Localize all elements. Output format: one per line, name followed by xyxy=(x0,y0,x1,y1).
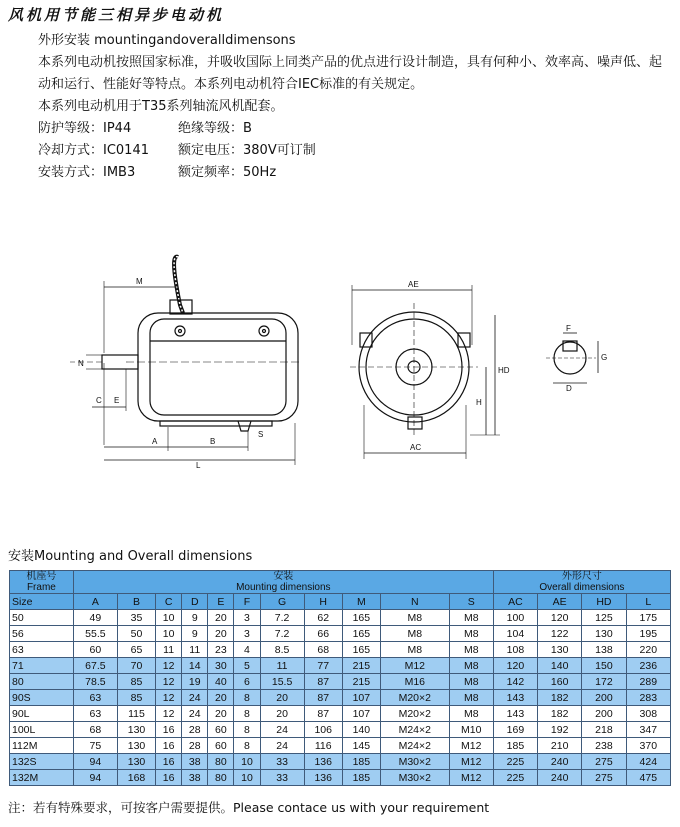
label-s: S xyxy=(258,430,264,439)
table-cell: 143 xyxy=(493,706,537,722)
label-ae: AE xyxy=(408,280,419,289)
table-cell: 33 xyxy=(260,770,304,786)
table-cell: 94 xyxy=(73,770,117,786)
table-cell: M12 xyxy=(380,658,449,674)
table-cell: M12 xyxy=(449,738,493,754)
label-n: N xyxy=(78,359,84,368)
header-mounting: 安装 Mounting dimensions xyxy=(73,571,493,594)
column-header: AE xyxy=(538,594,582,610)
table-cell: 145 xyxy=(342,738,380,754)
table-cell: M30×2 xyxy=(380,770,449,786)
table-cell: 130 xyxy=(538,642,582,658)
label-b: B xyxy=(210,437,216,446)
table-cell: 65 xyxy=(117,642,155,658)
table-row xyxy=(10,674,671,690)
table-cell: 125 xyxy=(582,610,626,626)
table-cell: 160 xyxy=(538,674,582,690)
spec-cooling: 冷却方式：IC0141 xyxy=(38,143,149,158)
table-cell: 55.5 xyxy=(73,626,117,642)
table-cell: M30×2 xyxy=(380,754,449,770)
table-cell: 38 xyxy=(182,754,208,770)
table-cell: 63 xyxy=(73,690,117,706)
table-cell: 200 xyxy=(582,690,626,706)
table-cell: M8 xyxy=(449,674,493,690)
table-cell: 20 xyxy=(260,706,304,722)
table-cell: 8 xyxy=(234,706,260,722)
spec-insulation: 绝缘等级：B xyxy=(178,121,252,136)
table-cell: 40 xyxy=(208,674,234,690)
column-header: M xyxy=(342,594,380,610)
table-cell: M10 xyxy=(449,722,493,738)
table-cell: 66 xyxy=(304,626,342,642)
table-column-header-row xyxy=(10,594,671,610)
frame-size-cell: 100L xyxy=(10,722,74,738)
table-cell: 143 xyxy=(493,690,537,706)
table-cell: 115 xyxy=(117,706,155,722)
table-cell: 15.5 xyxy=(260,674,304,690)
table-cell: 20 xyxy=(208,610,234,626)
spec-voltage: 额定电压：380V可订制 xyxy=(178,143,316,158)
table-cell: 140 xyxy=(342,722,380,738)
table-cell: 85 xyxy=(117,690,155,706)
table-cell: 24 xyxy=(182,706,208,722)
table-cell: 3 xyxy=(234,626,260,642)
column-header: B xyxy=(117,594,155,610)
spec-row xyxy=(10,118,672,140)
table-cell: 165 xyxy=(342,642,380,658)
table-cell: 116 xyxy=(304,738,342,754)
table-cell: 6 xyxy=(234,674,260,690)
table-cell: M8 xyxy=(449,610,493,626)
table-cell: 10 xyxy=(234,754,260,770)
table-row xyxy=(10,706,671,722)
table-cell: 24 xyxy=(260,722,304,738)
table-cell: 142 xyxy=(493,674,537,690)
table-cell: 238 xyxy=(582,738,626,754)
table-cell: 12 xyxy=(156,706,182,722)
table-cell: 185 xyxy=(493,738,537,754)
table-cell: 20 xyxy=(260,690,304,706)
spec-row xyxy=(10,140,672,162)
table-cell: 175 xyxy=(626,610,670,626)
table-cell: 70 xyxy=(117,658,155,674)
column-header: L xyxy=(626,594,670,610)
table-cell: 9 xyxy=(182,610,208,626)
table-cell: 62 xyxy=(304,610,342,626)
table-cell: 108 xyxy=(493,642,537,658)
table-cell: 16 xyxy=(156,770,182,786)
table-cell: 130 xyxy=(117,738,155,754)
table-cell: 75 xyxy=(73,738,117,754)
table-cell: 20 xyxy=(208,690,234,706)
side-view-drawing xyxy=(70,257,300,465)
label-m: M xyxy=(136,277,143,286)
label-f: F xyxy=(566,324,571,333)
table-body xyxy=(10,610,671,786)
frame-size-cell: 132S xyxy=(10,754,74,770)
header-overall: 外形尺寸 Overall dimensions xyxy=(493,571,670,594)
table-cell: M8 xyxy=(449,626,493,642)
table-cell: 12 xyxy=(156,658,182,674)
table-cell: 7.2 xyxy=(260,610,304,626)
table-cell: 12 xyxy=(156,690,182,706)
table-cell: 220 xyxy=(626,642,670,658)
table-cell: M8 xyxy=(449,642,493,658)
table-cell: 7.2 xyxy=(260,626,304,642)
table-cell: 8.5 xyxy=(260,642,304,658)
table-cell: 275 xyxy=(582,770,626,786)
label-a: A xyxy=(152,437,158,446)
table-cell: 275 xyxy=(582,754,626,770)
table-cell: 16 xyxy=(156,722,182,738)
table-cell: 104 xyxy=(493,626,537,642)
table-cell: 10 xyxy=(234,770,260,786)
table-cell: M8 xyxy=(449,706,493,722)
table-cell: 78.5 xyxy=(73,674,117,690)
table-cell: 289 xyxy=(626,674,670,690)
frame-size-cell: 90L xyxy=(10,706,74,722)
table-cell: 9 xyxy=(182,626,208,642)
column-header: G xyxy=(260,594,304,610)
table-cell: 120 xyxy=(538,610,582,626)
table-cell: 10 xyxy=(156,610,182,626)
table-cell: M24×2 xyxy=(380,722,449,738)
table-cell: 185 xyxy=(342,754,380,770)
intro-section xyxy=(10,30,672,184)
table-cell: 16 xyxy=(156,754,182,770)
column-header: AC xyxy=(493,594,537,610)
column-header: N xyxy=(380,594,449,610)
label-e: E xyxy=(114,396,120,405)
table-cell: 106 xyxy=(304,722,342,738)
column-header: S xyxy=(449,594,493,610)
table-cell: 5 xyxy=(234,658,260,674)
column-header: F xyxy=(234,594,260,610)
table-cell: 240 xyxy=(538,770,582,786)
table-cell: 60 xyxy=(208,738,234,754)
table-cell: 225 xyxy=(493,754,537,770)
table-cell: 130 xyxy=(117,754,155,770)
label-l: L xyxy=(196,461,201,470)
front-view-drawing xyxy=(350,285,500,459)
table-cell: 195 xyxy=(626,626,670,642)
shaft-detail-drawing xyxy=(546,333,598,383)
table-cell: 11 xyxy=(156,642,182,658)
column-header: Size xyxy=(10,594,74,610)
frame-size-cell: 112M xyxy=(10,738,74,754)
table-cell: 60 xyxy=(73,642,117,658)
label-c: C xyxy=(96,396,102,405)
table-cell: 30 xyxy=(208,658,234,674)
column-header: C xyxy=(156,594,182,610)
table-cell: 185 xyxy=(342,770,380,786)
table-cell: M12 xyxy=(449,754,493,770)
spec-row xyxy=(10,162,672,184)
table-cell: 200 xyxy=(582,706,626,722)
table-cell: 130 xyxy=(582,626,626,642)
table-cell: 215 xyxy=(342,674,380,690)
table-row xyxy=(10,754,671,770)
table-cell: 172 xyxy=(582,674,626,690)
frame-size-cell: 80 xyxy=(10,674,74,690)
table-cell: 3 xyxy=(234,610,260,626)
table-row xyxy=(10,690,671,706)
label-d: D xyxy=(566,384,572,393)
spec-frequency: 额定频率：50Hz xyxy=(178,165,277,180)
table-cell: 80 xyxy=(208,770,234,786)
table-header-group-row xyxy=(10,571,671,594)
table-cell: 49 xyxy=(73,610,117,626)
table-cell: 38 xyxy=(182,770,208,786)
dimension-drawings xyxy=(0,245,680,470)
table-cell: 24 xyxy=(260,738,304,754)
table-cell: 87 xyxy=(304,674,342,690)
table-cell: 165 xyxy=(342,626,380,642)
column-header: D xyxy=(182,594,208,610)
table-cell: 165 xyxy=(342,610,380,626)
table-cell: 140 xyxy=(538,658,582,674)
table-cell: 16 xyxy=(156,738,182,754)
table-cell: 308 xyxy=(626,706,670,722)
table-row xyxy=(10,738,671,754)
table-cell: 169 xyxy=(493,722,537,738)
table-cell: 68 xyxy=(304,642,342,658)
table-row xyxy=(10,642,671,658)
table-cell: 8 xyxy=(234,738,260,754)
table-cell: M8 xyxy=(380,626,449,642)
table-row xyxy=(10,610,671,626)
table-cell: 67.5 xyxy=(73,658,117,674)
table-cell: M8 xyxy=(380,642,449,658)
table-row xyxy=(10,626,671,642)
frame-size-cell: 90S xyxy=(10,690,74,706)
table-cell: 424 xyxy=(626,754,670,770)
table-cell: M8 xyxy=(449,658,493,674)
column-header: A xyxy=(73,594,117,610)
table-cell: 150 xyxy=(582,658,626,674)
frame-size-cell: 63 xyxy=(10,642,74,658)
label-g: G xyxy=(601,353,608,362)
table-cell: 4 xyxy=(234,642,260,658)
table-cell: 370 xyxy=(626,738,670,754)
table-cell: 77 xyxy=(304,658,342,674)
table-cell: 475 xyxy=(626,770,670,786)
table-cell: 168 xyxy=(117,770,155,786)
table-title: 安装Mounting and Overall dimensions xyxy=(8,549,253,564)
table-cell: M12 xyxy=(449,770,493,786)
table-cell: 120 xyxy=(493,658,537,674)
table-cell: M20×2 xyxy=(380,706,449,722)
table-row xyxy=(10,658,671,674)
table-cell: 63 xyxy=(73,706,117,722)
column-header: H xyxy=(304,594,342,610)
table-cell: 240 xyxy=(538,754,582,770)
table-cell: 347 xyxy=(626,722,670,738)
table-cell: 14 xyxy=(182,658,208,674)
table-cell: 8 xyxy=(234,722,260,738)
label-h: H xyxy=(476,398,482,407)
table-cell: M20×2 xyxy=(380,690,449,706)
table-cell: 283 xyxy=(626,690,670,706)
intro-heading: 外形安装 mountingandoveralldimensons xyxy=(38,33,296,48)
table-cell: 20 xyxy=(208,626,234,642)
table-cell: 136 xyxy=(304,754,342,770)
intro-paragraph-1: 本系列电动机按照国家标准，并吸收国际上同类产品的优点进行设计制造，具有何种小、效率高、噪声低、起动和运行、性能好等特点。本系列电动机符合IEC标准的有关规定。 xyxy=(38,55,663,92)
column-header: HD xyxy=(582,594,626,610)
table-cell: 60 xyxy=(208,722,234,738)
table-cell: M8 xyxy=(449,690,493,706)
table-cell: 107 xyxy=(342,690,380,706)
label-hd: HD xyxy=(498,366,510,375)
table-cell: M24×2 xyxy=(380,738,449,754)
table-cell: 80 xyxy=(208,754,234,770)
table-cell: 94 xyxy=(73,754,117,770)
table-cell: 210 xyxy=(538,738,582,754)
table-cell: 138 xyxy=(582,642,626,658)
table-cell: 87 xyxy=(304,690,342,706)
spec-mounting: 安装方式：IMB3 xyxy=(38,165,136,180)
table-cell: 8 xyxy=(234,690,260,706)
spec-protection: 防护等级：IP44 xyxy=(38,121,132,136)
table-cell: 19 xyxy=(182,674,208,690)
table-cell: 192 xyxy=(538,722,582,738)
table-cell: 10 xyxy=(156,626,182,642)
frame-size-cell: 71 xyxy=(10,658,74,674)
table-cell: 236 xyxy=(626,658,670,674)
table-cell: 215 xyxy=(342,658,380,674)
frame-size-cell: 56 xyxy=(10,626,74,642)
table-cell: 182 xyxy=(538,706,582,722)
header-frame: 机座号 Frame xyxy=(10,571,74,594)
table-cell: 182 xyxy=(538,690,582,706)
table-cell: 28 xyxy=(182,722,208,738)
table-cell: 12 xyxy=(156,674,182,690)
label-ac: AC xyxy=(410,443,422,452)
table-cell: 11 xyxy=(260,658,304,674)
column-header: E xyxy=(208,594,234,610)
table-cell: 100 xyxy=(493,610,537,626)
table-cell: 136 xyxy=(304,770,342,786)
table-cell: 20 xyxy=(208,706,234,722)
table-cell: 23 xyxy=(208,642,234,658)
footer-note: 注：若有特殊要求，可按客户需要提供。Please contace us with your requirement xyxy=(8,800,490,815)
table-cell: 50 xyxy=(117,626,155,642)
table-row xyxy=(10,770,671,786)
table-cell: 68 xyxy=(73,722,117,738)
table-cell: 85 xyxy=(117,674,155,690)
table-cell: 33 xyxy=(260,754,304,770)
table-cell: 225 xyxy=(493,770,537,786)
table-cell: M16 xyxy=(380,674,449,690)
table-cell: 28 xyxy=(182,738,208,754)
table-cell: 122 xyxy=(538,626,582,642)
frame-size-cell: 132M xyxy=(10,770,74,786)
frame-size-cell: 50 xyxy=(10,610,74,626)
dimensions-table xyxy=(9,570,671,786)
intro-paragraph-2: 本系列电动机用于T35系列轴流风机配套。 xyxy=(38,99,284,114)
table-cell: 130 xyxy=(117,722,155,738)
page-title: 风机用节能三相异步电动机 xyxy=(8,6,225,24)
table-cell: 35 xyxy=(117,610,155,626)
table-cell: M8 xyxy=(380,610,449,626)
table-cell: 11 xyxy=(182,642,208,658)
table-cell: 218 xyxy=(582,722,626,738)
table-row xyxy=(10,722,671,738)
table-cell: 87 xyxy=(304,706,342,722)
table-cell: 107 xyxy=(342,706,380,722)
table-cell: 24 xyxy=(182,690,208,706)
